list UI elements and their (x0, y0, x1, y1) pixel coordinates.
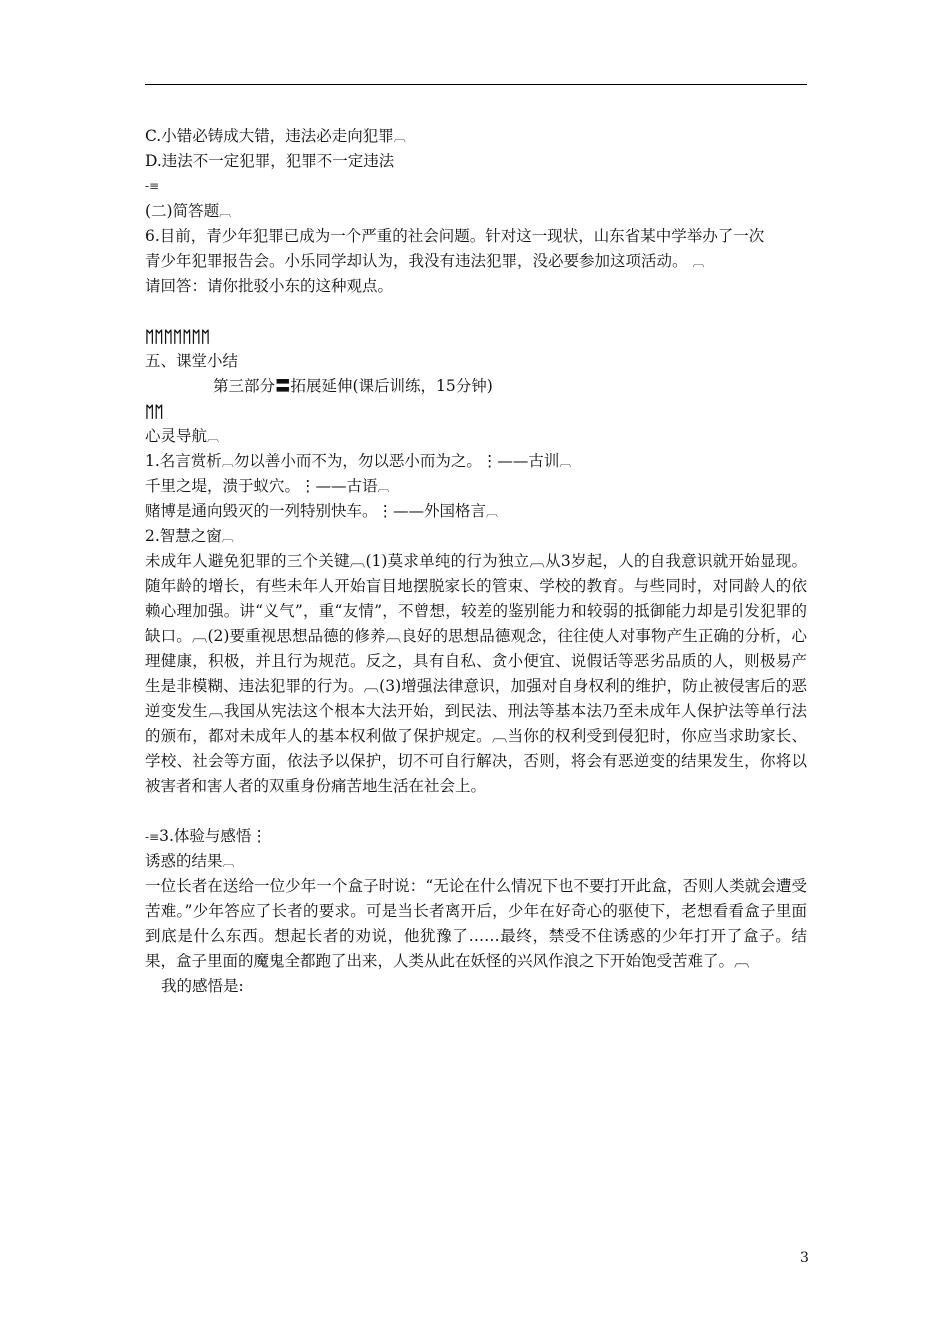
wisdom-paragraph: 未成年人避免犯罪的三个关键︹(1)莫求单纯的行为独立︹从3岁起，人的自我意识就开始显现。随年龄的增长，有些未年人开始盲目地摆脱家长的管束、学校的教育。与些同时，对同龄人的依赖心理加强。讲“义气”，重“友情”，不曾想，较差的鉴别能力和较弱的抵御能力却是引发犯罪的缺口。︹(2)要重视思想品德的修养︹良好的思想品德观念，往往使人对事物产生正确的分析，心理健康，积极，并且行为规范。反之，具有自私、贪小便宜、说假话等恶劣品质的人，则极易产生是非模糊、违法犯罪的行为。︹(3)增强法律意识，加强对自身权利的维护，防止被侵害后的恶逆变发生︹我国从宪法这个根本大法开始，到民法、刑法等基本法乃至未成年人保护法等单行法的颁布，都对未成年人的基本权利做了保护规定。︹当你的权利受到侵犯时，你应当求助家长、学校、社会等方面，依法予以保护，切不可自行解决，否则，将会有恶逆变的结果发生，你将以被害者和害人者的双重身份痛苦地生活在社会上。 (145, 552, 807, 795)
quote-text: 千里之堤，溃于蚁穴。 (145, 477, 301, 495)
colon-mark: ⋮ (251, 827, 267, 845)
corner-mark: ︹ (222, 855, 235, 869)
experience-heading (145, 824, 807, 849)
q6-line1: 6.目前，青少年犯罪已成为一个严重的社会问题。针对这一现状，山东省某中学举办了一次 (145, 227, 765, 245)
quote-text: 勿以善小而不为，勿以恶小而为之。 (233, 452, 482, 470)
soul-heading-text: 心灵导航 (145, 427, 208, 445)
quote-source: ——古语 (315, 477, 378, 495)
my-feeling: 我的感悟是: (161, 977, 244, 995)
colon-mark: ⋮ (377, 502, 394, 520)
corner-mark: ︹ (221, 455, 234, 469)
colon-mark: ⋮ (481, 452, 498, 470)
corner-mark: ︹ (393, 130, 406, 144)
summary-heading: 五、课堂小结 (145, 352, 239, 370)
story-paragraph: 一位长者在送给一位少年一个盒子时说：“无论在什么情况下也不要打开此盒，否则人类就会遭受苦难。”少年答应了长者的要求。可是当长者离开后，少年在好奇心的驱使下，老想看看盒子里面到底是什么东西。想起长者的劝说，他犹豫了……最终，禁受不住诱惑的少年打开了盒子。结果，盒子里面的魔鬼全都跑了出来，人类从此在妖怪的兴风作浪之下开始饱受苦难了。︹ (145, 877, 807, 970)
choice-c (145, 124, 807, 149)
wisdom-heading (145, 524, 807, 549)
story-title (145, 849, 807, 874)
story-title-text: 诱惑的结果 (145, 852, 223, 870)
quote-text: 赌博是通向毁灭的一列特别快车。 (145, 502, 378, 520)
soul-heading (145, 424, 807, 449)
corner-mark: ︹ (219, 205, 232, 219)
quote-1 (145, 449, 807, 474)
dash-mark: -≡ (145, 179, 160, 193)
quote-2 (145, 474, 807, 499)
quote-source: ——外国格言 (393, 502, 487, 520)
q6-line2 (145, 249, 807, 274)
section2-heading-text: (二)简答题 (145, 202, 220, 220)
corner-mark: ︹ (559, 455, 572, 469)
header-rule (145, 84, 807, 85)
part3-heading: 第三部分〓拓展延伸(课后训练，15分钟) (213, 377, 493, 395)
dash-mark: -≡ (145, 830, 160, 844)
corner-mark: ︹ (221, 530, 234, 544)
section2-heading (145, 199, 807, 224)
quote-3 (145, 499, 807, 524)
wisdom-heading-text: 2.智慧之窗 (145, 527, 222, 545)
q6-line3: 请回答：请你批驳小东的这种观点。 (145, 277, 394, 295)
corner-mark: ︹ (486, 505, 499, 519)
quote-source: ——古训 (497, 452, 560, 470)
corner-mark: ︹ (207, 430, 220, 444)
document-body (145, 124, 807, 999)
q6-line2-text: 青少年犯罪报告会。小乐同学却认为，我没有违法犯罪，没必要参加这项活动。 (145, 252, 688, 270)
choice-d: D.违法不一定犯罪，犯罪不一定违法 (145, 152, 395, 170)
choice-c-text: C.小错必铸成大错，违法必走向犯罪 (145, 127, 394, 145)
corner-mark: ︹ (692, 255, 705, 269)
ornament-row-2: ᛖᛖ (145, 402, 164, 421)
experience-heading-text: 3.体验与感悟 (159, 827, 252, 845)
page-number: 3 (800, 1250, 809, 1266)
ornament-row: ᛖᛖᛖᛖᛖᛖᛖ (145, 327, 211, 346)
corner-mark: ︹ (377, 480, 390, 494)
quote-label: 1.名言赏析 (145, 452, 222, 470)
colon-mark: ⋮ (300, 477, 316, 495)
